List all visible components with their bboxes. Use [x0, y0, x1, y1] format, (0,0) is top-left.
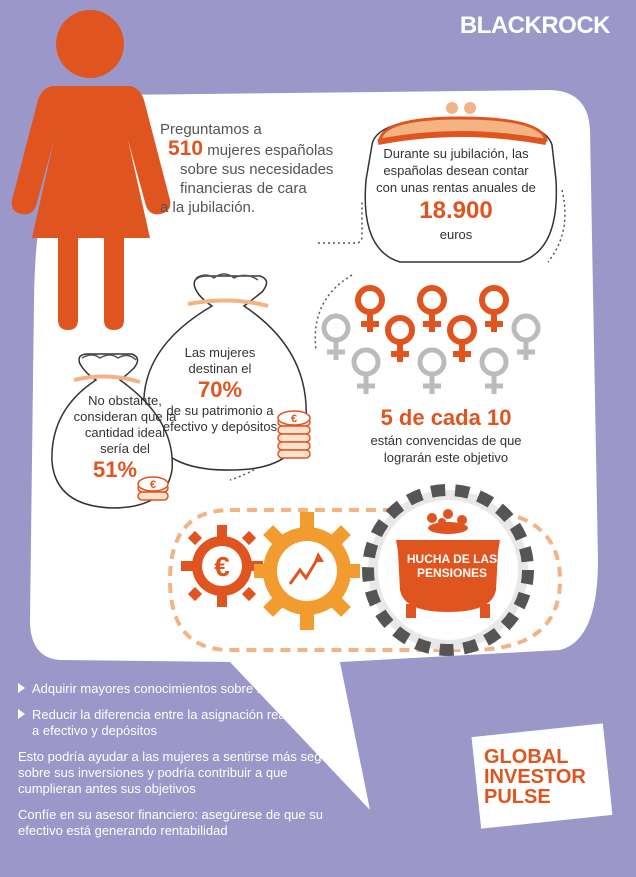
- stat-text: [356, 404, 536, 466]
- paragraph-2: Confíe en su asesor financiero: asegúrese de que su efectivo está generando rentabilidad: [18, 807, 323, 838]
- growth-gear-icon: [254, 512, 360, 630]
- purse-unit: euros: [439, 227, 473, 242]
- bottom-text: [18, 681, 348, 849]
- bag-small-text: [70, 393, 180, 483]
- intro-line4: financieras de cara: [180, 180, 307, 197]
- gip-line3: PULSE: [484, 786, 551, 808]
- stat-headline: 5 de cada 10: [380, 405, 512, 430]
- bullet-arrow-icon: [18, 683, 25, 693]
- purse-text: [376, 145, 536, 243]
- female-symbol-icon: [514, 316, 538, 360]
- purse-caption: Durante su jubilación, las españolas desean contar con unas rentas anuales de: [376, 146, 536, 195]
- pot-label: HUCHA DE LAS PENSIONES: [406, 552, 498, 580]
- gip-title: [484, 747, 604, 807]
- bag-small-caption: No obstante, consideran que la cantidad ideal sería del: [73, 393, 177, 456]
- female-symbol-icon: [482, 350, 506, 394]
- female-symbol-icon: [324, 316, 348, 360]
- female-symbol-icon: [420, 350, 444, 394]
- gip-line1: GLOBAL: [484, 746, 569, 768]
- bag-large-caption: Las mujeres destinan el: [184, 345, 256, 376]
- intro-text: [160, 120, 370, 217]
- gip-line2: INVESTOR: [484, 766, 586, 788]
- bullet-item: [18, 707, 348, 739]
- intro-number: 510: [168, 137, 204, 160]
- bag-large-pct: 70%: [197, 377, 243, 402]
- stat-caption: están convencidas de que lograrán este objetivo: [370, 433, 522, 465]
- bullet-arrow-icon: [18, 709, 25, 719]
- svg-text:€: €: [214, 551, 230, 582]
- euro-gear-icon: [181, 525, 263, 607]
- svg-text:€: €: [290, 413, 298, 425]
- paragraph-1: Esto podría ayudar a las mujeres a sentirse más seguras sobre sus inversiones y podría contribuir a que cumplieran antes sus objetivos: [18, 749, 347, 796]
- bag-large-caption2: de su patrimonio a efectivo y depósitos: [162, 403, 278, 434]
- bullet2-text: Reducir la diferencia entre la asignación real y la ideal a efectivo y depósitos: [32, 707, 344, 738]
- bullet1-text: Adquirir mayores conocimientos sobre inversiones: [32, 681, 323, 696]
- intro-line1: Preguntamos a: [160, 121, 262, 138]
- coin-stack-icon: [278, 411, 310, 458]
- bullet-item: [18, 681, 348, 697]
- bag-small-pct: 51%: [92, 457, 138, 482]
- intro-line5: a la jubilación.: [160, 199, 256, 216]
- intro-line2: mujeres españolas: [203, 142, 334, 159]
- purse-amount: 18.900: [419, 197, 493, 224]
- female-symbol-icon: [354, 350, 378, 394]
- intro-line3: sobre sus necesidades: [180, 161, 334, 178]
- brand-logo[interactable]: BLACKROCK: [459, 12, 610, 39]
- svg-text:€: €: [149, 479, 157, 491]
